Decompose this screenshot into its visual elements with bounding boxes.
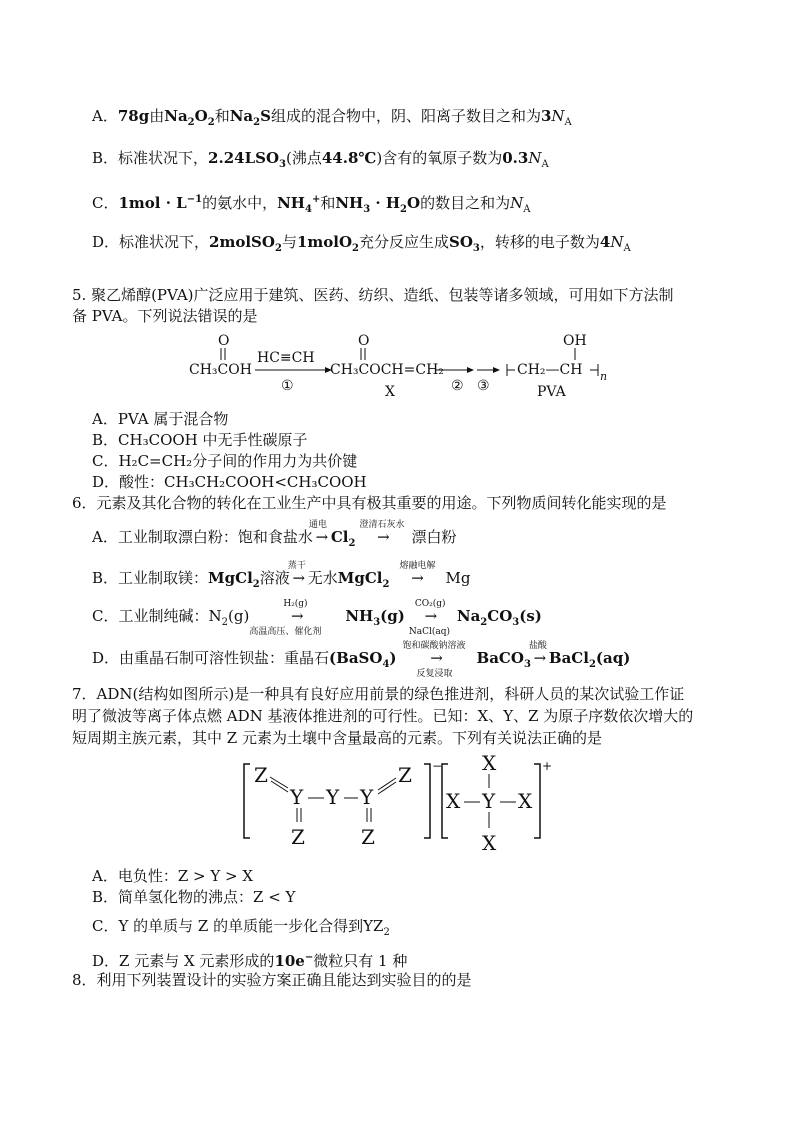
q4-option-b: B．标准状况下，$2.24LSO_3$(沸点44.8℃)含有的氧原子数为$0.3N_A$ — [92, 149, 549, 170]
atom-y-2: Y — [326, 785, 340, 809]
pva-n: n — [600, 370, 608, 383]
x-label: X — [385, 384, 395, 400]
atom-x-right: X — [518, 789, 533, 813]
q5-option-d: D．酸性：CH₃CH₂COOH<CH₃COOH — [92, 473, 367, 491]
pva-oh: OH — [563, 333, 587, 349]
q4-option-d: D．标准状况下，2molSO$_2$与1molO$_2$充分反应生成$SO_3$，转移的电子数为$4N_A$ — [92, 233, 631, 254]
q5-option-c: C．H₂C=CH₂分子间的作用力为共价键 — [92, 452, 358, 470]
q5-option-b: B．CH₃COOH 中无手性碳原子 — [92, 431, 308, 449]
q6-option-a: A．工业制取漂白粉：饱和食盐水 → 通电 $Cl_2$ → 澄清石灰水 漂白粉 — [92, 520, 457, 549]
q6-stem: 6．元素及其化合物的转化在工业生产中具有极其重要的用途。下列物质间转化能实现的是 — [72, 494, 667, 512]
step-3-label: ③ — [477, 378, 490, 394]
q7-stem-line2: 明了微波等离子体点燃 ADN 基液体推进剂的可行性。已知：X、Y、Z 为原子序数依次增大的 — [72, 707, 694, 725]
pva-label: PVA — [537, 384, 566, 400]
q7-option-a: A．电负性：Z > Y > X — [92, 867, 254, 885]
atom-x-top: X — [482, 751, 497, 775]
atom-y-1: Y — [290, 785, 304, 809]
product-vinyl-acetate: CH₃COCH=CH₂ — [330, 362, 444, 378]
carbonyl-o-2: O — [358, 333, 370, 349]
q4-option-a: A．78g由$Na_2O_2$和$Na_2S$组成的混合物中，阴、阳离子数目之和为$3N_A$ — [92, 107, 572, 128]
q8-stem: 8．利用下列装置设计的实验方案正确且能达到实验目的的是 — [72, 971, 472, 989]
pva-synthesis-scheme — [185, 330, 625, 405]
atom-y-center: Y — [482, 789, 496, 813]
anion-charge: − — [432, 759, 443, 773]
q5-stem-line2: 备 PVA。下列说法错误的是 — [72, 307, 258, 325]
atom-x-bottom: X — [482, 831, 497, 855]
atom-y-3: Y — [360, 785, 374, 809]
q5-stem-line1: 5. 聚乙烯醇(PVA)广泛应用于建筑、医药、纺织、造纸、包装等诸多领域，可用如下方法制 — [72, 286, 674, 304]
atom-z-right: Z — [398, 763, 412, 787]
q7-option-d: D．Z 元素与 X 元素形成的10e−微粒只有 1 种 — [92, 952, 408, 970]
atom-z-left: Z — [254, 763, 268, 787]
q6-option-b: B．工业制取镁：MgCl$_2$溶液 → 蒸干 无水MgCl$_2$ → 熔融电解 Mg — [92, 561, 471, 590]
cation-charge: + — [542, 759, 553, 773]
carbonyl-o-1: O — [218, 333, 230, 349]
q7-option-b: B．简单氢化物的沸点：Z < Y — [92, 888, 296, 906]
pva-chain: CH₂—CH — [517, 362, 583, 378]
q5-option-a: A．PVA 属于混合物 — [92, 410, 229, 428]
q6-option-c: C．工业制纯碱：$N_2(g)$ → H₂(g) 高温高压、催化剂 $NH_3(g)$ → CO₂(g) NaCl(aq) $Na_2CO_3(s)$ — [92, 599, 542, 637]
atom-z-bottom-2: Z — [361, 825, 375, 849]
q6-option-d: D．由重晶石制可溶性钡盐：重晶石(BaSO$_4$) → 饱和碳酸钠溶液 反复浸取 BaCO$_3$ → 盐酸 BaCl$_2$(aq) — [92, 641, 631, 679]
reagent-acetylene: HC≡CH — [257, 350, 315, 366]
step-2-label: ② — [451, 378, 464, 394]
reactant-acetic-acid: CH₃COH — [189, 362, 252, 378]
adn-structure — [238, 750, 578, 860]
q7-stem-line1: 7．ADN(结构如图所示)是一种具有良好应用前景的绿色推进剂，科研人员的某次试验工作证 — [72, 685, 685, 703]
q7-stem-line3: 短周期主族元素，其中 Z 元素为土壤中含量最高的元素。下列有关说法正确的是 — [72, 729, 602, 747]
q4-option-c: C．$1mol \cdot L^{-1}$的氨水中，$NH_4^+$和$NH_3 \cdot H_2O$的数目之和为$N_A$ — [92, 194, 531, 215]
atom-x-left: X — [446, 789, 461, 813]
step-1-label: ① — [281, 378, 294, 394]
q7-option-c: C．Y 的单质与 Z 的单质能一步化合得到$YZ_2$ — [92, 917, 390, 938]
atom-z-bottom-1: Z — [291, 825, 305, 849]
